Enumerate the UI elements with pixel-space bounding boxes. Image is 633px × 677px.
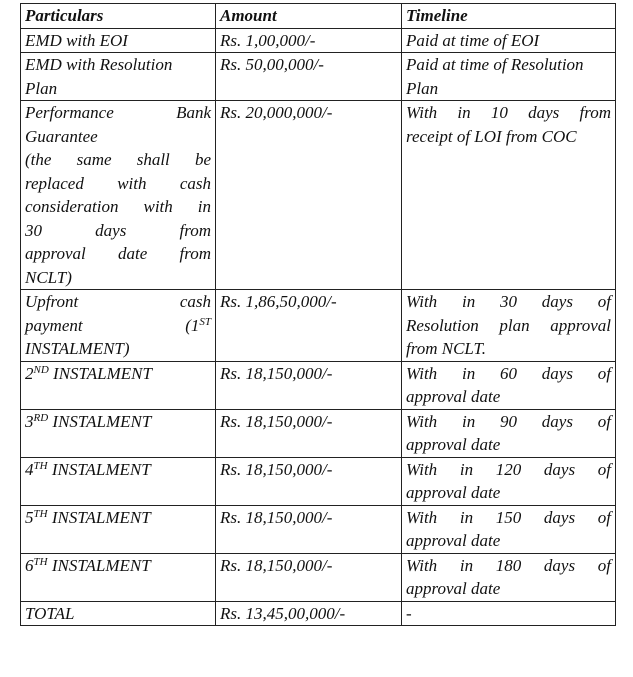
header-particulars: Particulars (21, 4, 216, 29)
timeline-line: With in 120 days of (406, 459, 611, 479)
timeline-line: from NCLT. (406, 339, 486, 358)
timeline-line: approval date (406, 435, 501, 454)
particulars-cell (21, 290, 216, 362)
timeline-cell (402, 101, 616, 290)
instalment-label: INSTALMENT (47, 459, 151, 479)
timeline-cell (402, 361, 616, 409)
instalment-number: 2 (25, 363, 34, 383)
timeline-line: With in 180 days of (406, 555, 611, 575)
instalment-number: 6 (25, 555, 34, 575)
instalment-number: 4 (25, 459, 34, 479)
particulars-cell (21, 409, 216, 457)
instalment-label: INSTALMENT (47, 555, 151, 575)
particulars-line: Performance Bank (25, 103, 211, 122)
particulars-cell (21, 553, 216, 601)
ordinal-suffix: TH (33, 459, 48, 472)
instalment-label: INSTALMENT (48, 411, 152, 431)
table-row (21, 553, 616, 601)
timeline-line: With in 90 days of (406, 411, 611, 431)
payment-schedule-table (20, 3, 616, 626)
amount-cell: Rs. 18,150,000/- (216, 409, 402, 457)
particulars-line: consideration with in (25, 197, 211, 216)
particulars-line: EMD with Resolution (25, 55, 173, 74)
timeline-line: approval date (406, 483, 501, 502)
ordinal-suffix: ST (199, 315, 211, 328)
header-timeline: Timeline (402, 4, 616, 29)
timeline-line: receipt of LOI from COC (406, 126, 577, 146)
amount-cell: Rs. 1,00,000/- (216, 28, 402, 53)
particulars-text: payment (1 (25, 315, 200, 335)
particulars-line: INSTALMENT) (25, 339, 130, 358)
particulars-cell (21, 505, 216, 553)
timeline-cell (402, 457, 616, 505)
table-row (21, 28, 616, 53)
total-row (21, 601, 616, 626)
ordinal-suffix: TH (33, 555, 48, 568)
total-label: TOTAL (21, 601, 216, 626)
particulars-line (25, 314, 211, 338)
amount-cell: Rs. 1,86,50,000/- (216, 290, 402, 362)
particulars-line: EMD with EOI (25, 30, 128, 50)
table-row (21, 101, 616, 290)
timeline-cell (402, 409, 616, 457)
instalment-number: 3 (25, 411, 34, 431)
particulars-line: NCLT) (25, 267, 72, 287)
particulars-cell (21, 457, 216, 505)
timeline-cell (402, 290, 616, 362)
particulars-cell (21, 28, 216, 53)
ordinal-suffix: ND (33, 363, 49, 376)
total-amount: Rs. 13,45,00,000/- (216, 601, 402, 626)
particulars-cell (21, 361, 216, 409)
amount-cell: Rs. 18,150,000/- (216, 505, 402, 553)
timeline-line: With in 30 days of (406, 292, 611, 311)
timeline-line: Paid at time of Resolution (406, 55, 584, 74)
particulars-line: 30 days from (25, 220, 211, 240)
table-row (21, 290, 616, 362)
total-timeline: - (402, 601, 616, 626)
ordinal-suffix: RD (33, 411, 49, 424)
particulars-line: replaced with cash (25, 173, 211, 193)
table-row (21, 53, 616, 101)
amount-cell: Rs. 18,150,000/- (216, 361, 402, 409)
particulars-cell (21, 53, 216, 101)
timeline-cell (402, 505, 616, 553)
instalment-label: INSTALMENT (48, 363, 152, 383)
table-row (21, 505, 616, 553)
timeline-line: Resolution plan approval (406, 315, 611, 335)
particulars-line: Plan (25, 78, 58, 98)
instalment-label: INSTALMENT (47, 507, 151, 527)
timeline-cell (402, 28, 616, 53)
timeline-line: Paid at time of EOI (406, 30, 540, 50)
amount-cell: Rs. 18,150,000/- (216, 457, 402, 505)
timeline-line: With in 150 days of (406, 507, 611, 527)
particulars-line: (the same shall be (25, 150, 211, 169)
particulars-line: approval date from (25, 244, 211, 263)
amount-cell: Rs. 18,150,000/- (216, 553, 402, 601)
table-row (21, 361, 616, 409)
table-row (21, 457, 616, 505)
particulars-line: Guarantee (25, 126, 98, 146)
ordinal-suffix: TH (33, 507, 48, 520)
timeline-line: Plan (406, 78, 439, 98)
timeline-cell (402, 53, 616, 101)
timeline-line: approval date (406, 531, 501, 550)
timeline-line: approval date (406, 387, 501, 406)
particulars-line: Upfront cash (25, 292, 211, 311)
timeline-cell (402, 553, 616, 601)
timeline-line: approval date (406, 579, 501, 598)
timeline-line: With in 60 days of (406, 363, 611, 383)
table-row (21, 409, 616, 457)
header-row (21, 4, 616, 29)
particulars-cell (21, 101, 216, 290)
amount-cell: Rs. 20,000,000/- (216, 101, 402, 290)
header-amount: Amount (216, 4, 402, 29)
amount-cell: Rs. 50,00,000/- (216, 53, 402, 101)
instalment-number: 5 (25, 507, 34, 527)
timeline-line: With in 10 days from (406, 103, 611, 122)
